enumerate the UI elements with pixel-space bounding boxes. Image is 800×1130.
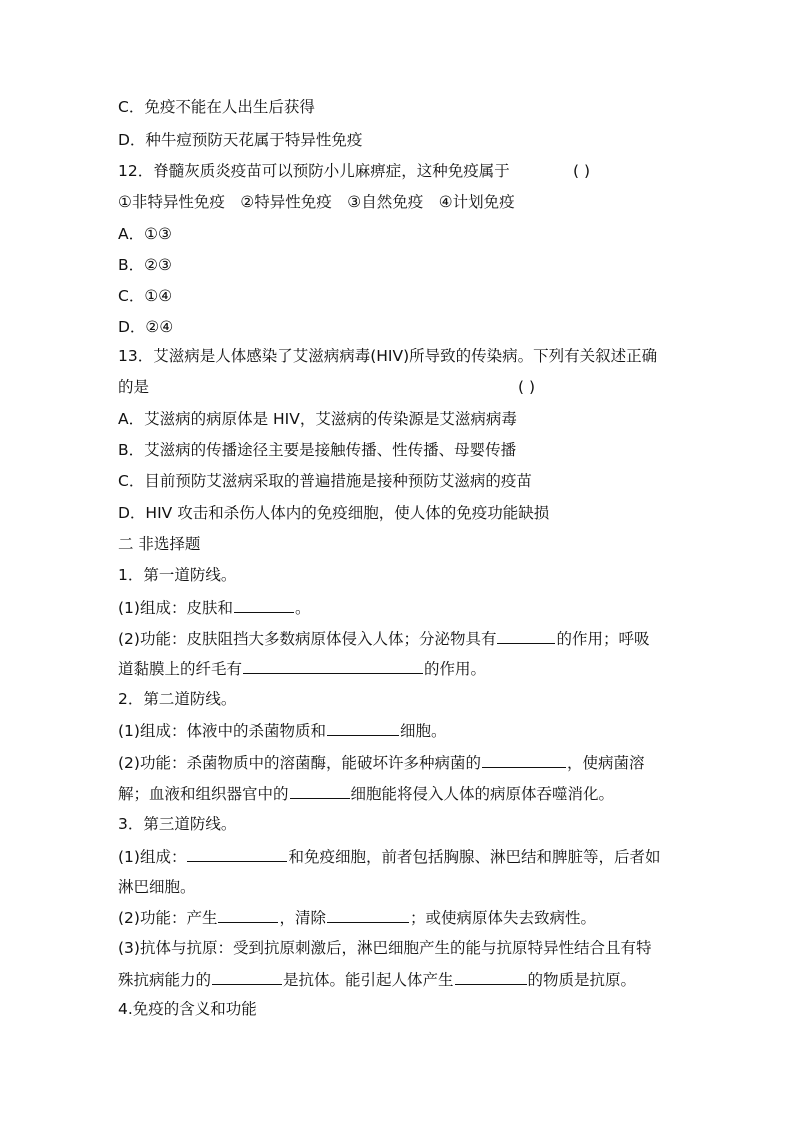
text: (1)组成：皮肤和 <box>118 599 233 617</box>
text: 细胞能将侵入人体的病原体吞噬消化。 <box>350 785 615 803</box>
antibody-antigen-cont <box>118 968 636 991</box>
q13-answer-paren: ( ) <box>518 378 536 396</box>
q13-stem-line2: 的是 <box>118 378 150 396</box>
q13-option-d: D．HIV 攻击和杀伤人体内的免疫细胞，使人体的免疫功能缺损 <box>118 504 550 522</box>
q11-option-d: D．种牛痘预防天花属于特异性免疫 <box>118 131 363 149</box>
text: ，清除 <box>279 909 326 927</box>
fill-blank[interactable] <box>290 782 350 799</box>
q12-answer-paren: ( ) <box>573 162 591 180</box>
defense2-function <box>118 751 644 774</box>
fill-blank[interactable] <box>187 845 287 862</box>
text: 的物质是抗原。 <box>527 971 637 989</box>
text: 殊抗病能力的 <box>118 971 212 989</box>
q13-stem-line1: 13．艾滋病是人体感染了艾滋病病毒(HIV)所导致的传染病。下列有关叙述正确 <box>118 347 658 365</box>
q12-option-a: A．①③ <box>118 225 172 243</box>
defense2-function-cont <box>118 782 614 805</box>
fill-blank[interactable] <box>455 968 527 985</box>
q12-option-b: B．②③ <box>118 256 172 274</box>
text: 是抗体。能引起人体产生 <box>283 971 454 989</box>
text: (2)功能：产生 <box>118 909 218 927</box>
q12-items: ①非特异性免疫 ②特异性免疫 ③自然免疫 ④计划免疫 <box>118 193 515 211</box>
text: ，使病菌溶 <box>566 754 645 772</box>
defense1-function-cont <box>118 657 486 680</box>
text: 的作用。 <box>424 660 487 678</box>
q12-option-d: D．②④ <box>118 318 174 336</box>
text: (1)组成： <box>118 848 187 866</box>
fill-blank[interactable] <box>234 596 294 613</box>
text: 细胞。 <box>399 722 447 740</box>
defense3-composition-cont: 淋巴细胞。 <box>118 878 196 896</box>
defense2-title: 2．第二道防线。 <box>118 690 237 708</box>
q13-option-a: A．艾滋病的病原体是 HIV，艾滋病的传染源是艾滋病病毒 <box>118 410 517 428</box>
text: ；或使病原体失去致病性。 <box>409 909 596 927</box>
q13-option-c: C．目前预防艾滋病采取的普遍措施是接种预防艾滋病的疫苗 <box>118 472 532 490</box>
defense1-composition <box>118 596 310 619</box>
text: 解；血液和组织器官中的 <box>118 785 289 803</box>
fill-blank[interactable] <box>497 627 555 644</box>
defense1-function <box>118 627 649 650</box>
fill-blank[interactable] <box>243 657 423 674</box>
q13-option-b: B．艾滋病的传播途径主要是接触传播、性传播、母婴传播 <box>118 441 517 459</box>
fill-blank[interactable] <box>212 968 282 985</box>
defense3-title: 3．第三道防线。 <box>118 815 237 833</box>
immunity-title: 4.免疫的含义和功能 <box>118 1000 257 1018</box>
fill-blank[interactable] <box>482 751 566 768</box>
text: 。 <box>294 599 311 617</box>
antibody-antigen: (3)抗体与抗原：受到抗原刺激后，淋巴细胞产生的能与抗原特异性结合且有特 <box>118 939 652 957</box>
text: 道黏膜上的纤毛有 <box>118 660 243 678</box>
text: 的作用；呼吸 <box>556 630 650 648</box>
defense3-function <box>118 906 596 929</box>
fill-blank[interactable] <box>327 719 399 736</box>
fill-blank[interactable] <box>327 906 409 923</box>
q11-option-c: C．免疫不能在人出生后获得 <box>118 98 315 116</box>
q12-stem: 12．脊髓灰质炎疫苗可以预防小儿麻痹症，这种免疫属于 <box>118 162 510 180</box>
defense1-title: 1．第一道防线。 <box>118 566 237 584</box>
text: 和免疫细胞，前者包括胸腺、淋巴结和脾脏等，后者如 <box>288 848 661 866</box>
text: (2)功能：杀菌物质中的溶菌酶，能破坏许多种病菌的 <box>118 754 481 772</box>
q12-option-c: C．①④ <box>118 287 173 305</box>
fill-blank[interactable] <box>218 906 278 923</box>
defense3-composition <box>118 845 660 868</box>
text: (1)组成：体液中的杀菌物质和 <box>118 722 326 740</box>
text: (2)功能：皮肤阻挡大多数病原体侵入人体；分泌物具有 <box>118 630 497 648</box>
defense2-composition <box>118 719 446 742</box>
section2-title: 二 非选择题 <box>118 535 201 553</box>
